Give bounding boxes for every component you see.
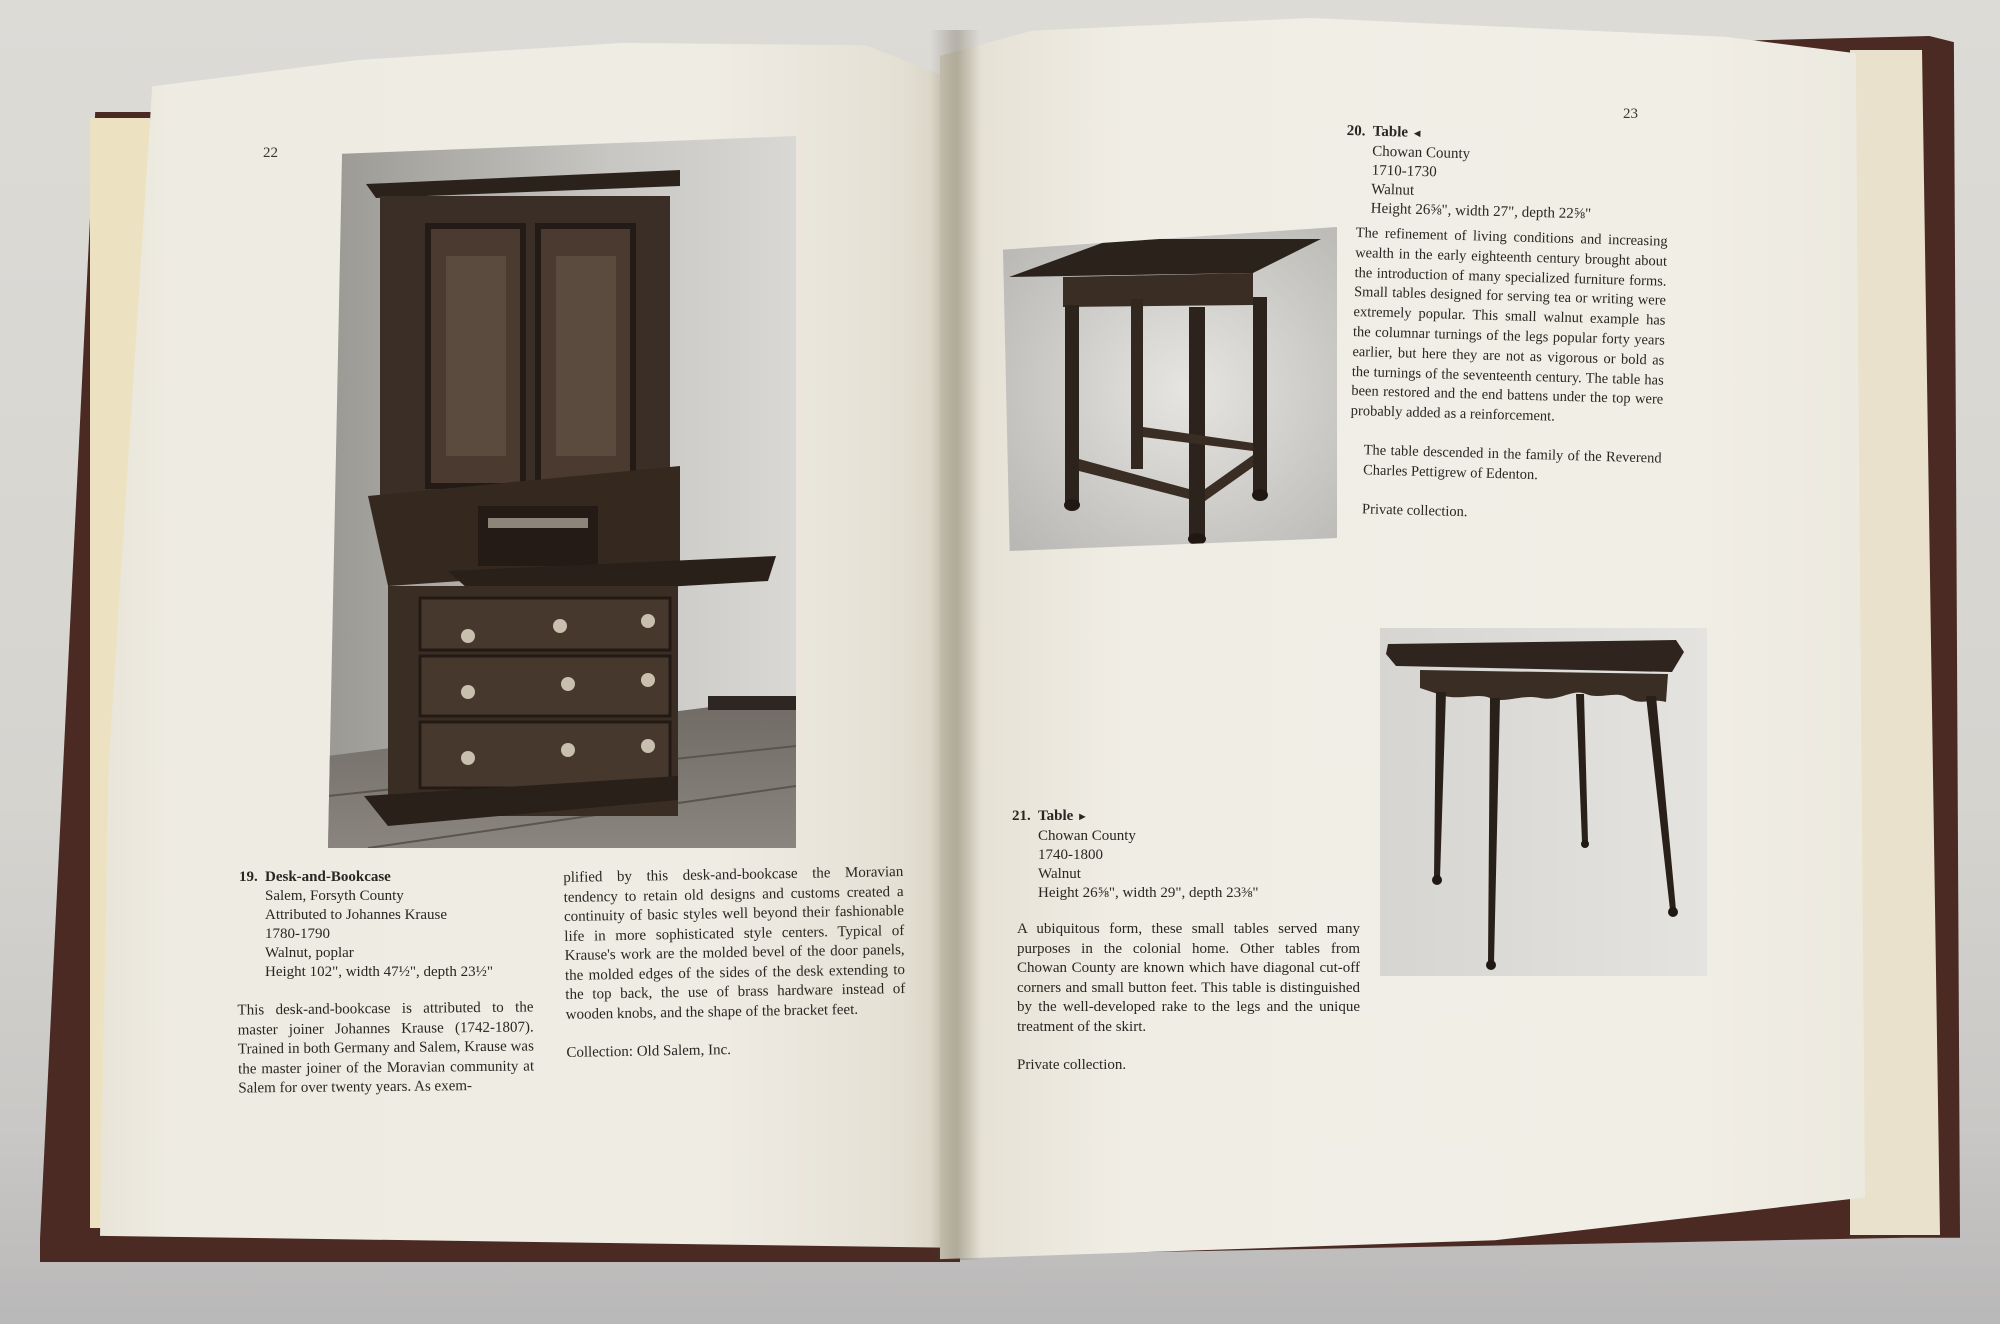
entry-19-location: Salem, Forsyth County [265, 888, 404, 904]
entry-20-location: Chowan County [1372, 143, 1471, 163]
entry-19-body-column-1 [237, 998, 534, 1118]
entry-19-attribution: Attributed to Johannes Krause [265, 907, 448, 923]
book-gutter [930, 30, 980, 1260]
entry-20-number: 20. [1346, 122, 1366, 140]
entry-19-heading [239, 868, 539, 887]
entry-21-caption [1012, 807, 1352, 903]
entry-20-paragraph-1: The refinement of living conditions and increasing wealth in the early eighteenth century brought about the introduction of many specialized furniture forms. Small tables designed for serving tea or writing were extremely popular. This small walnut example has the columnar turnings of the legs popular forty years earlier, but here they are not as vigorous or bold as the turnings of the seventeenth century. The table has been restored and the end battens under the top were probably added as a reinforcement. [1350, 224, 1668, 425]
entry-19-body-column-2 [563, 863, 907, 1082]
entry-21-title: Table [1038, 808, 1074, 824]
entry-21-dimensions: Height 26⅝", width 29", depth 23⅜" [1038, 885, 1259, 901]
entry-21-collection: Private collection. [1017, 1057, 1127, 1073]
entry-19-number: 19. [239, 869, 258, 885]
entry-21-location: Chowan County [1038, 828, 1136, 844]
table-20-photo [1003, 227, 1337, 551]
entry-20-paragraph-2: The table descended in the family of the Reverend Charles Pettigrew of Edenton. [1362, 442, 1662, 483]
entry-19-date: 1780-1790 [265, 926, 330, 942]
entry-19-title: Desk-and-Bookcase [265, 869, 391, 885]
pointer-right-icon: ► [1077, 811, 1088, 823]
entry-19-paragraph-2: plified by this desk-and-bookcase the Moravian tendency to retain old designs and customs created a continuity of basic styles well beyond their fashionable life in more sophisticated style centers. Typical of Krause's work are the molded bevel of the door panels, the molded edges of the sides of the desk extending to the top back, the use of brass hardware instead of wooden knobs, and the shape of the bracket feet. [563, 864, 906, 1023]
entry-20-caption [1344, 122, 1676, 227]
entry-19-paragraph-1: This desk-and-bookcase is attributed to the master joiner Johannes Krause (1742-1807). Trained in both Germany and Salem, Krause was the master joiner of the Moravian community at Salem for over twenty years. As exem- [237, 999, 535, 1097]
entry-21-body [1017, 920, 1360, 1095]
entry-19-caption [239, 868, 539, 982]
entry-21-heading [1012, 807, 1352, 827]
entry-21-material: Walnut [1038, 866, 1081, 882]
entry-19-collection: Collection: Old Salem, Inc. [566, 1042, 732, 1061]
page-number-left: 22 [263, 145, 278, 161]
entry-20-body [1347, 224, 1668, 547]
entry-20-dimensions: Height 26⅝", width 27", depth 22⅝" [1370, 200, 1592, 223]
entry-19-dimensions: Height 102", width 47½", depth 23½" [265, 964, 493, 980]
entry-20-collection: Private collection. [1361, 500, 1468, 520]
desk-bookcase-photo [328, 136, 796, 848]
entry-20-material: Walnut [1371, 181, 1415, 199]
entry-20-date: 1710-1730 [1371, 162, 1437, 181]
entry-19-material: Walnut, poplar [265, 945, 354, 961]
page-number-right: 23 [1623, 106, 1638, 122]
pointer-left-icon: ◄ [1411, 127, 1423, 140]
entry-21-paragraph-1: A ubiquitous form, these small tables served many purposes in the colonial home. Other tables from Chowan County are known which have diagonal cut-off corners and small button feet. This table is distinguished by the well-developed rake to the legs and the unique treatment of the skirt. [1017, 921, 1360, 1035]
entry-20-title: Table [1372, 123, 1409, 141]
entry-21-number: 21. [1012, 808, 1031, 824]
entry-21-date: 1740-1800 [1038, 847, 1103, 863]
table-21-photo [1380, 628, 1707, 976]
